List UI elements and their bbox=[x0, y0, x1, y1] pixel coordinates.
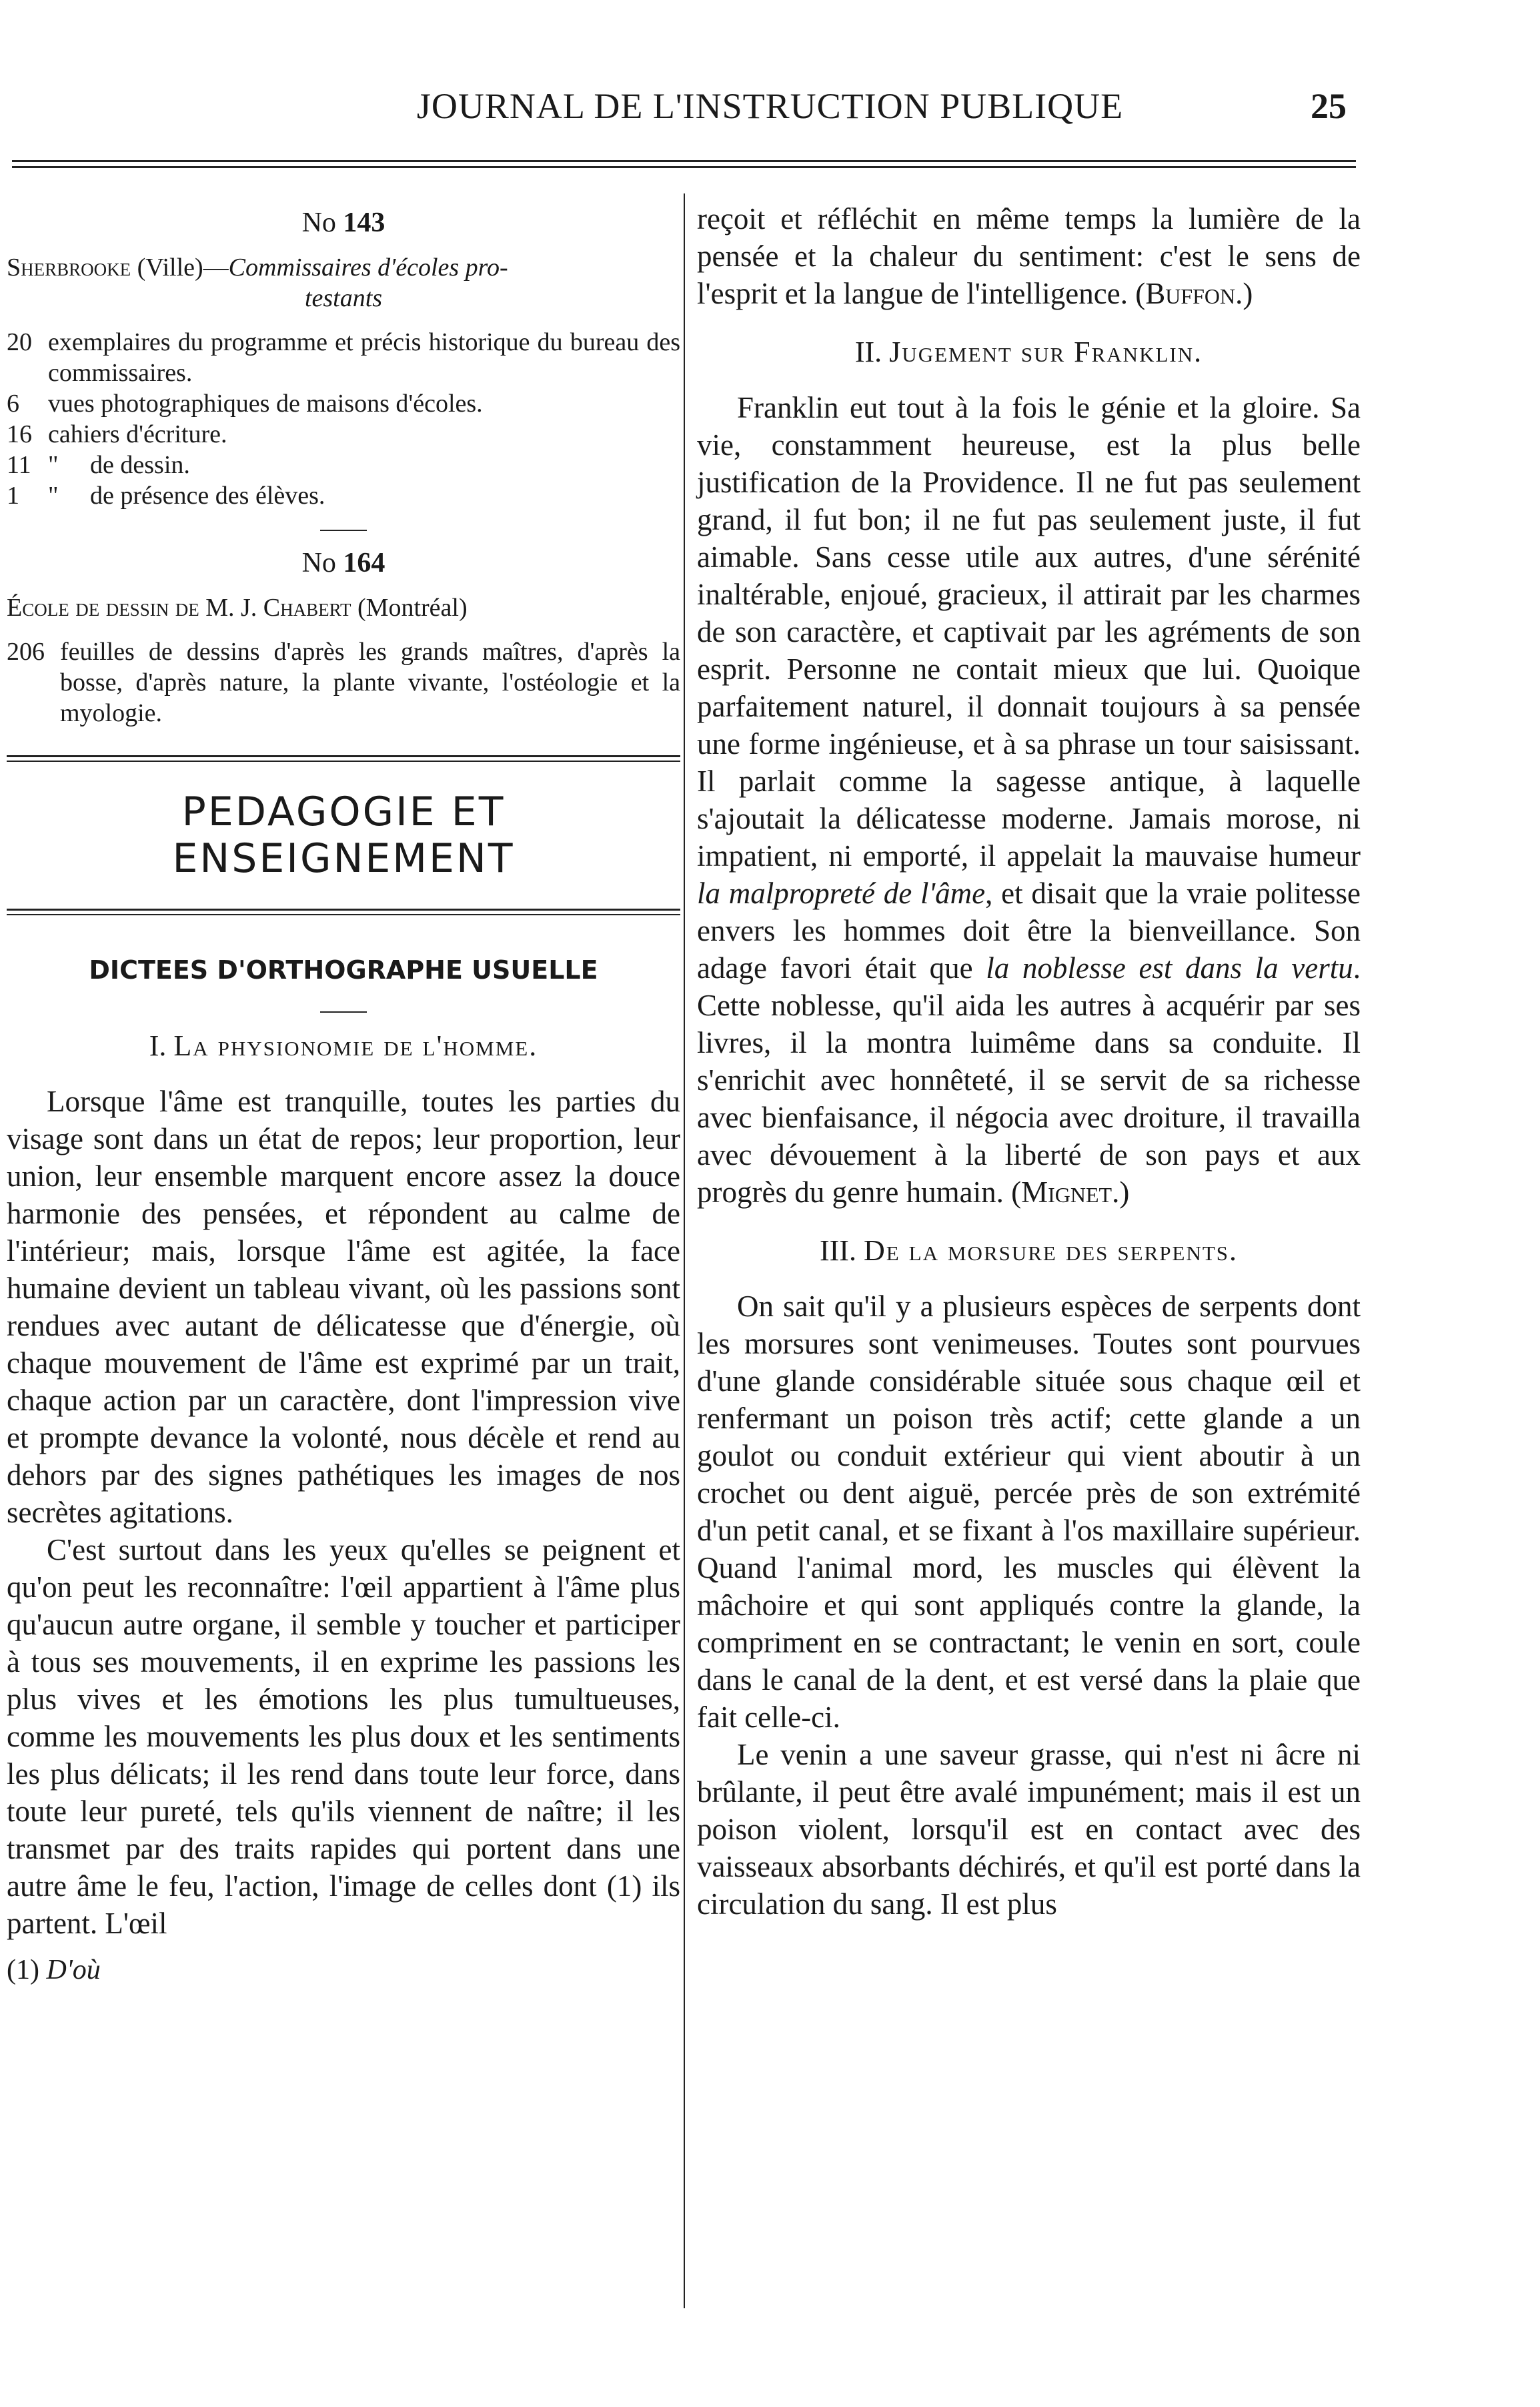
entry-143-items bbox=[7, 327, 680, 511]
dictation-title: DICTEES D'ORTHOGRAPHE USUELLE bbox=[89, 955, 598, 985]
part-3-paragraph-1: On sait qu'il y a plusieurs espèces de serpents dont les morsures sont venimeuses. Toutes sont pourvues d'une glande considérable située sous chaque œil et renfermant un poison très actif; cette glande a un goulot ou conduit extérieur qui vient aboutir à un crochet ou dent aiguë, percée près de son extrémité d'un petit canal, et se fixant à l'os maxillaire supérieur. Quand l'animal mord, les muscles qui élèvent la mâchoire et qui sont appliqués contre la glande, la compriment en se contractant; le venin en sort, coule dans le canal de la dent, et est versé dans la plaie que fait celle-ci. bbox=[697, 1290, 1361, 1734]
part-1-paragraph-1: Lorsque l'âme est tranquille, toutes les parties du visage sont dans un état de repos; leur proportion, leur union, leur ensemble marquent encore assez la douce harmonie des pensées, et répondent au calme de l'intérieur; mais, lorsque l'âme est agitée, la face humaine devient un tableau vivant, où les passions sont rendues avec autant de délicatesse que d'énergie, où chaque mouvement de l'âme est exprimé par un trait, chaque action par un caractère, dont l'impression vive et prompte devance la volonté, nous décèle et rend au dehors par des signes pathétiques les images de nos secrètes agitations. bbox=[7, 1085, 680, 1529]
list-item: 20 exemplaires du programme et précis historique du bureau des commissaires. bbox=[7, 328, 680, 387]
part-1-heading: I. La physionomie de l'homme. bbox=[149, 1029, 538, 1062]
section-rule-bottom bbox=[7, 909, 680, 915]
part-2-heading: II. Jugement sur Franklin. bbox=[854, 336, 1203, 368]
list-item: 11 " de dessin. bbox=[7, 451, 190, 479]
left-column bbox=[7, 200, 680, 1986]
part-3-paragraph-2: Le venin a une saveur grasse, qui n'est ni âcre ni brûlante, il peut être avalé impunément; mais il est un poison violent, lorsqu'il est en contact avec des vaisseaux absorbants déchirés, et qu'il est porté dans la circulation du sang. Il est plus bbox=[697, 1738, 1361, 1921]
section-rule-top bbox=[7, 755, 680, 762]
part-2-paragraph-1: Franklin eut tout à la fois le génie et la gloire. Sa vie, constamment heureuse, est la plus belle justification de la Providence. Il ne fut pas seulement grand, il fut bon; il ne fut pas seulement juste, il fut aimable. Sans cesse utile aux autres, d'une sérénité inaltérable, enjoué, gracieux, il attirait par les charmes de son caractère, et captivait par les agréments de son esprit. Personne ne contait mieux que lui. Quoique parfaitement naturel, il donnait toujours à sa pensée une forme ingénieuse, et à sa phrase un tour saisissant. Il parlait comme la sagesse antique, à laquelle s'ajoutait la délicatesse moderne. Jamais morose, ni impatient, ni emporté, il appelait la mauvaise humeur la malpropreté de l'âme, et disait que la vraie politesse envers les hommes doit être la bienveillance. Son adage favori était que la noblesse est dans la vertu. Cette noblesse, qu'il aida les autres à acquérir par ses livres, il la montra luimême dans sa conduite. Il s'enrichit avec honnêteté, il se servit de sa richesse avec bienfaisance, il négocia avec droiture, il travailla avec dévouement à la liberté de son pays et aux progrès du genre humain. (Mignet.) bbox=[697, 391, 1361, 1209]
list-item: 16 cahiers d'écriture. bbox=[7, 420, 227, 448]
running-title: JOURNAL DE L'INSTRUCTION PUBLIQUE bbox=[416, 86, 1124, 126]
entry-number-164: No 164 bbox=[301, 548, 386, 578]
entry-number-143: No 143 bbox=[301, 207, 386, 238]
part-3-heading: III. De la morsure des serpents. bbox=[819, 1234, 1239, 1267]
entry-164-heading: École de dessin de M. J. Chabert (Montréal) bbox=[7, 594, 468, 622]
list-item: 1 " de présence des élèves. bbox=[7, 482, 325, 510]
header-rule-top bbox=[12, 160, 1356, 162]
list-item: 6 vues photographiques de maisons d'écoles. bbox=[7, 390, 483, 418]
section-title: PEDAGOGIE ET ENSEIGNEMENT bbox=[172, 789, 515, 882]
column-divider bbox=[684, 193, 685, 2308]
separator-rule bbox=[320, 1011, 367, 1013]
right-column bbox=[697, 200, 1361, 1923]
entry-164-items bbox=[7, 636, 680, 729]
header-rule-bottom bbox=[12, 166, 1356, 168]
list-item: 206 feuilles de dessins d'après les grands maîtres, d'après la bosse, d'après nature, la plante vivante, l'ostéologie et la myologie. bbox=[7, 638, 680, 727]
page-number: 25 bbox=[1311, 86, 1347, 126]
footnote: (1) D'où bbox=[7, 1955, 101, 1985]
separator-rule bbox=[320, 530, 367, 531]
entry-143-heading: Sherbrooke (Ville)—Commissaires d'écoles pro- testants bbox=[7, 254, 508, 312]
part-1-paragraph-continued: reçoit et réfléchit en même temps la lumière de la pensée et la chaleur du sentiment: c'est le sens de l'esprit et la langue de l'intelligence. (Buffon.) bbox=[697, 202, 1361, 310]
part-1-paragraph-2: C'est surtout dans les yeux qu'elles se peignent et qu'on peut les reconnaître: l'œil appartient à l'âme plus qu'aucun autre organe, il semble y toucher et participer à tous ses mouvements, il en exprime les passions les plus vives et les émotions les plus tumultueuses, comme les mouvements les plus doux et les sentiments les plus délicats; il les rend dans toute leur force, dans toute leur pureté, tels qu'ils viennent de naître; il les transmet par des traits rapides qui portent dans une autre âme le feu, l'action, l'image de celles dont (1) ils partent. L'œil bbox=[7, 1533, 680, 1940]
